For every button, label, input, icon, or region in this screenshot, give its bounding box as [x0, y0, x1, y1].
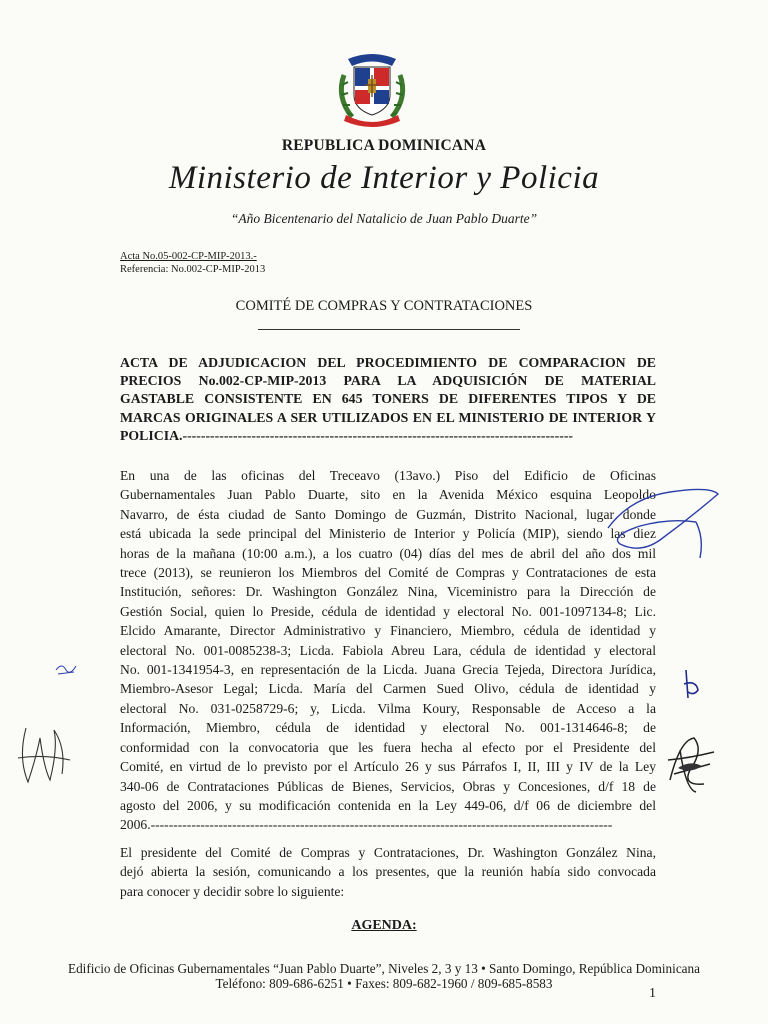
- title-line: POLICIA.-------------------------------------------------------------------------------------: [120, 427, 574, 443]
- footer-phones: Teléfono: 809-686-6251 • Faxes: 809-682-1960 / 809-685-8583: [215, 976, 553, 991]
- page-number: 1: [649, 986, 656, 1001]
- paragraph-line: Navarro, de ésta ciudad de Santo Domingo de Guzmán, Distrito Nacional, lugar donde: [120, 506, 656, 522]
- country-heading: REPUBLICA DOMINICANA: [281, 137, 487, 154]
- paragraph-line: No. 001-1341954-3, en representación de la Licda. Juana Grecia Tejeda, Directora Jurídica,: [120, 662, 656, 678]
- paragraph-line: está ubicada la sede principal del Ministerio de Interior y Policía (MIP), siendo las diez: [120, 526, 656, 542]
- paragraph-line: trece (2013), se reunieron los Miembros del Comité de Compras y Contrataciones de esta: [120, 565, 656, 581]
- reference-block: [120, 250, 265, 276]
- signature-right-top: [600, 478, 730, 563]
- paragraph-line: Comité, en virtud de lo previsto por el Artículo 26 y sus Párrafos I, II, III y IV de la Ley: [120, 759, 656, 775]
- title-line: ACTA DE ADJUDICACION DEL PROCEDIMIENTO DE COMPARACION DE: [120, 355, 656, 370]
- paragraph-line: conformidad con la convocatoria que les fuera hecha al efecto por el Presidente del: [120, 739, 656, 755]
- agenda-heading: AGENDA:: [351, 918, 417, 933]
- paragraph-line: Información, Miembro, cédula de identidad y electoral No. 001-1314646-8; de: [120, 720, 656, 736]
- initials-right-middle: [680, 668, 704, 702]
- paragraph-line: 2006.------------------------------------------------------------------------------------------------------: [120, 817, 613, 833]
- referencia-number: Referencia: No.002-CP-MIP-2013: [120, 264, 266, 275]
- title-line: PRECIOS No.002-CP-MIP-2013 PARA LA ADQUISICIÓN DE MATERIAL: [120, 373, 656, 389]
- heading-divider: [258, 329, 520, 330]
- committee-heading: COMITÉ DE COMPRAS Y CONTRATACIONES: [235, 298, 533, 314]
- title-line: MARCAS ORIGINALES A SER UTILIZADOS EN EL MINISTERIO DE INTERIOR Y: [120, 409, 656, 425]
- motto: “Año Bicentenario del Natalicio de Juan Pablo Duarte”: [230, 211, 538, 226]
- paragraph-line: agosto del 2006, y su modificación contenida en la Ley 449-06, d/f 06 de diciembre del: [120, 797, 656, 813]
- paragraph-line: En una de las oficinas del Treceavo (13avo.) Piso del Edificio de Oficinas: [120, 468, 656, 483]
- document-title: [120, 354, 656, 445]
- paragraph-line: Elcido Amarante, Director Administrativo y Financiero, Miembro, cédula de identidad y: [120, 623, 656, 639]
- title-line: GASTABLE CONSISTENTE EN 645 TONERS DE DIFERENTES TIPOS Y DE: [120, 391, 656, 407]
- paragraph-line: horas de la mañana (10:00 a.m.), a los cuatro (04) días del mes de abril del año dos mil: [120, 545, 656, 561]
- initials-left-top: [54, 660, 78, 680]
- footer-address: Edificio de Oficinas Gubernamentales “Juan Pablo Duarte”, Niveles 2, 3 y 13 • Santo Domingo, República Dominicana: [68, 961, 700, 976]
- paragraph-line: Gubernamentales Juan Pablo Duarte, sito en la Avenida México esquina Leopoldo: [120, 487, 656, 503]
- opening-paragraph: [120, 466, 656, 835]
- paragraph-line: Miembro-Asesor Legal; Licda. María del Carmen Sued Olivo, cédula de identidad y: [120, 681, 656, 697]
- acta-number: Acta No.05-002-CP-MIP-2013.-: [120, 251, 257, 262]
- paragraph-line: Gestión Social, quien lo Preside, cédula de identidad y electoral No. 001-1097134-8; Lic.: [120, 603, 656, 619]
- coat-of-arms-seal: [330, 45, 414, 129]
- session-paragraph: [120, 843, 656, 901]
- paragraph-line: electoral No. 001-0085238-3; Licda. Fabiola Abreu Lara, cédula de identidad y electoral: [120, 642, 656, 658]
- paragraph-line: dejó abierta la sesión, comunicando a los presentes, que la reunión había sido convocada: [120, 864, 656, 880]
- paragraph-line: Institución, señores: Dr. Washington González Nina, Viceministro para la Dirección de: [120, 584, 656, 600]
- ministry-name: Ministerio de Interior y Policia: [168, 160, 600, 196]
- paragraph-line: 340-06 de Contrataciones Públicas de Bienes, Servicios, Obras y Concesiones, d/f 18 de: [120, 778, 656, 794]
- paragraph-line: electoral No. 031-0258729-6; y, Licda. Vilma Koury, Responsable de Acceso a la: [120, 700, 656, 716]
- signature-left: [14, 718, 74, 790]
- paragraph-line: para conocer y decidir sobre lo siguiente:: [120, 883, 345, 899]
- signature-right-bottom: [660, 730, 720, 796]
- paragraph-line: El presidente del Comité de Compras y Contrataciones, Dr. Washington González Nina,: [120, 845, 656, 860]
